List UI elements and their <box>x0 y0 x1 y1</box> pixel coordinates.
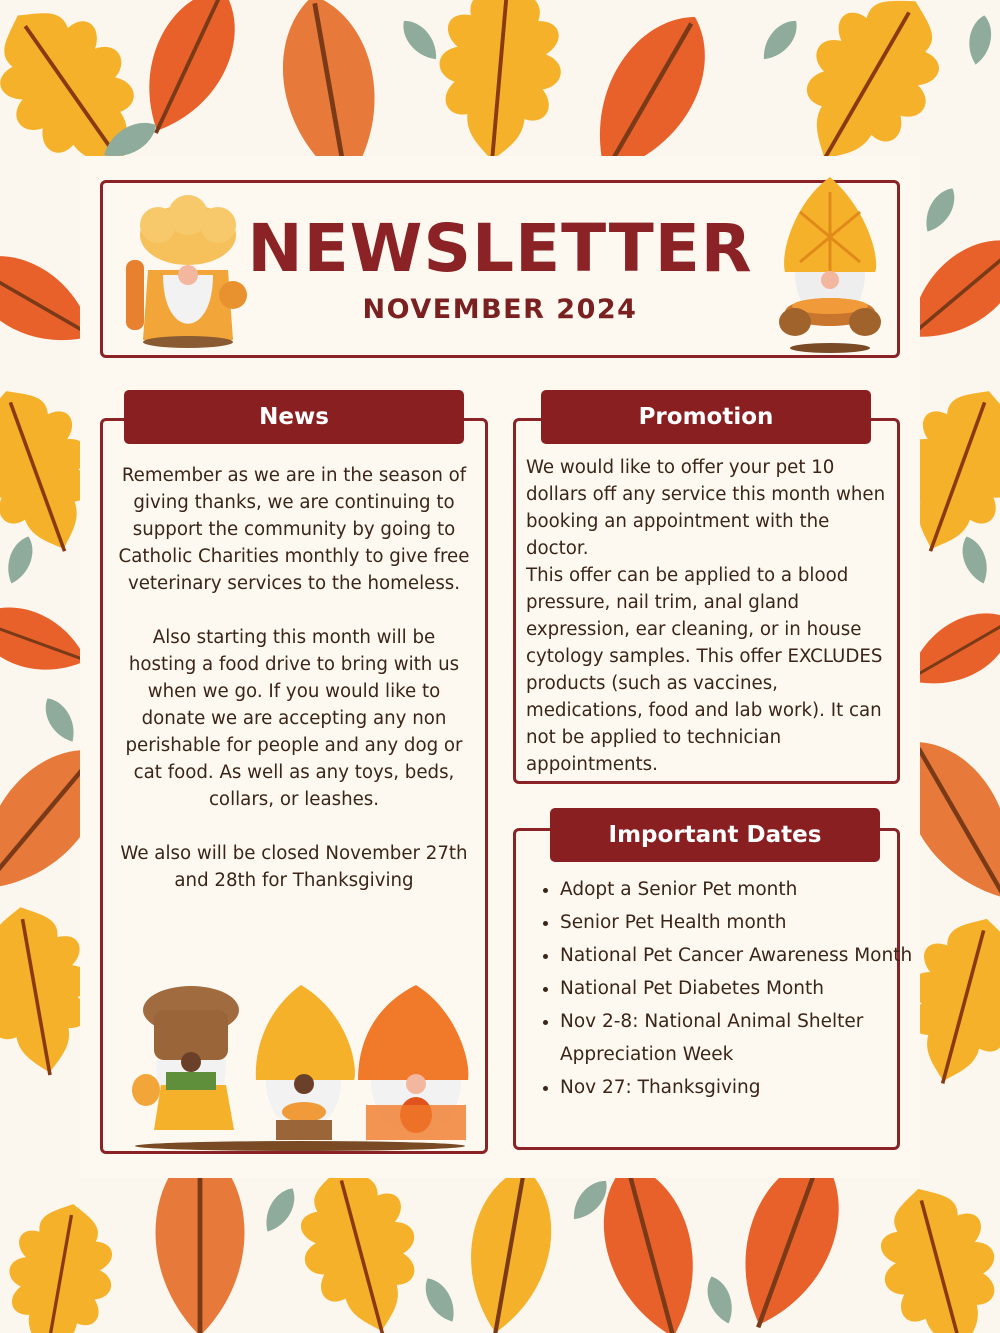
gnome-baker-icon <box>118 190 258 350</box>
gnome-trio-icon <box>126 980 474 1152</box>
gnome-pie-icon <box>770 172 890 354</box>
news-paragraph: Remember as we are in the season of giving thanks, we are continuing to support the community by going to Catholic Charities monthly to give free veterinary services to the homeless. <box>118 465 470 594</box>
list-item: • National Pet Cancer Awareness Month <box>560 939 920 972</box>
news-paragraph: Also starting this month will be hosting a food drive to bring with us when we go. If you would like to donate we are accepting any non perishable for people and any dog or cat food. As well as any toys, beds, collars, or leashes. <box>125 627 463 810</box>
list-item: • Senior Pet Health month <box>560 906 920 939</box>
promotion-paragraph: We would like to offer your pet 10 dollars off any service this month when booking an appointment with the doctor. <box>526 457 886 559</box>
list-item: • Adopt a Senior Pet month <box>560 873 920 906</box>
promotion-body <box>526 454 892 778</box>
important-dates-heading: Important Dates <box>550 808 880 862</box>
newsletter-date: NOVEMBER 2024 <box>362 294 638 325</box>
list-item: • National Pet Diabetes Month <box>560 972 920 1005</box>
news-heading: News <box>124 390 464 444</box>
list-item: • Nov 27: Thanksgiving <box>560 1071 920 1104</box>
promotion-heading: Promotion <box>541 390 871 444</box>
newsletter-title: NEWSLETTER <box>247 210 753 287</box>
news-body <box>118 462 470 921</box>
news-paragraph: We also will be closed November 27th and 28th for Thanksgiving <box>120 843 468 891</box>
list-item: • Nov 2-8: National Animal Shelter Appreciation Week <box>560 1005 920 1071</box>
important-dates-list <box>532 873 920 1104</box>
promotion-paragraph: This offer can be applied to a blood pressure, nail trim, anal gland expression, ear cleaning, or in house cytology samples. This offer EXCLUDES products (such as vaccines, medications, food and lab work). It can not be applied to technician appointments. <box>526 565 883 775</box>
